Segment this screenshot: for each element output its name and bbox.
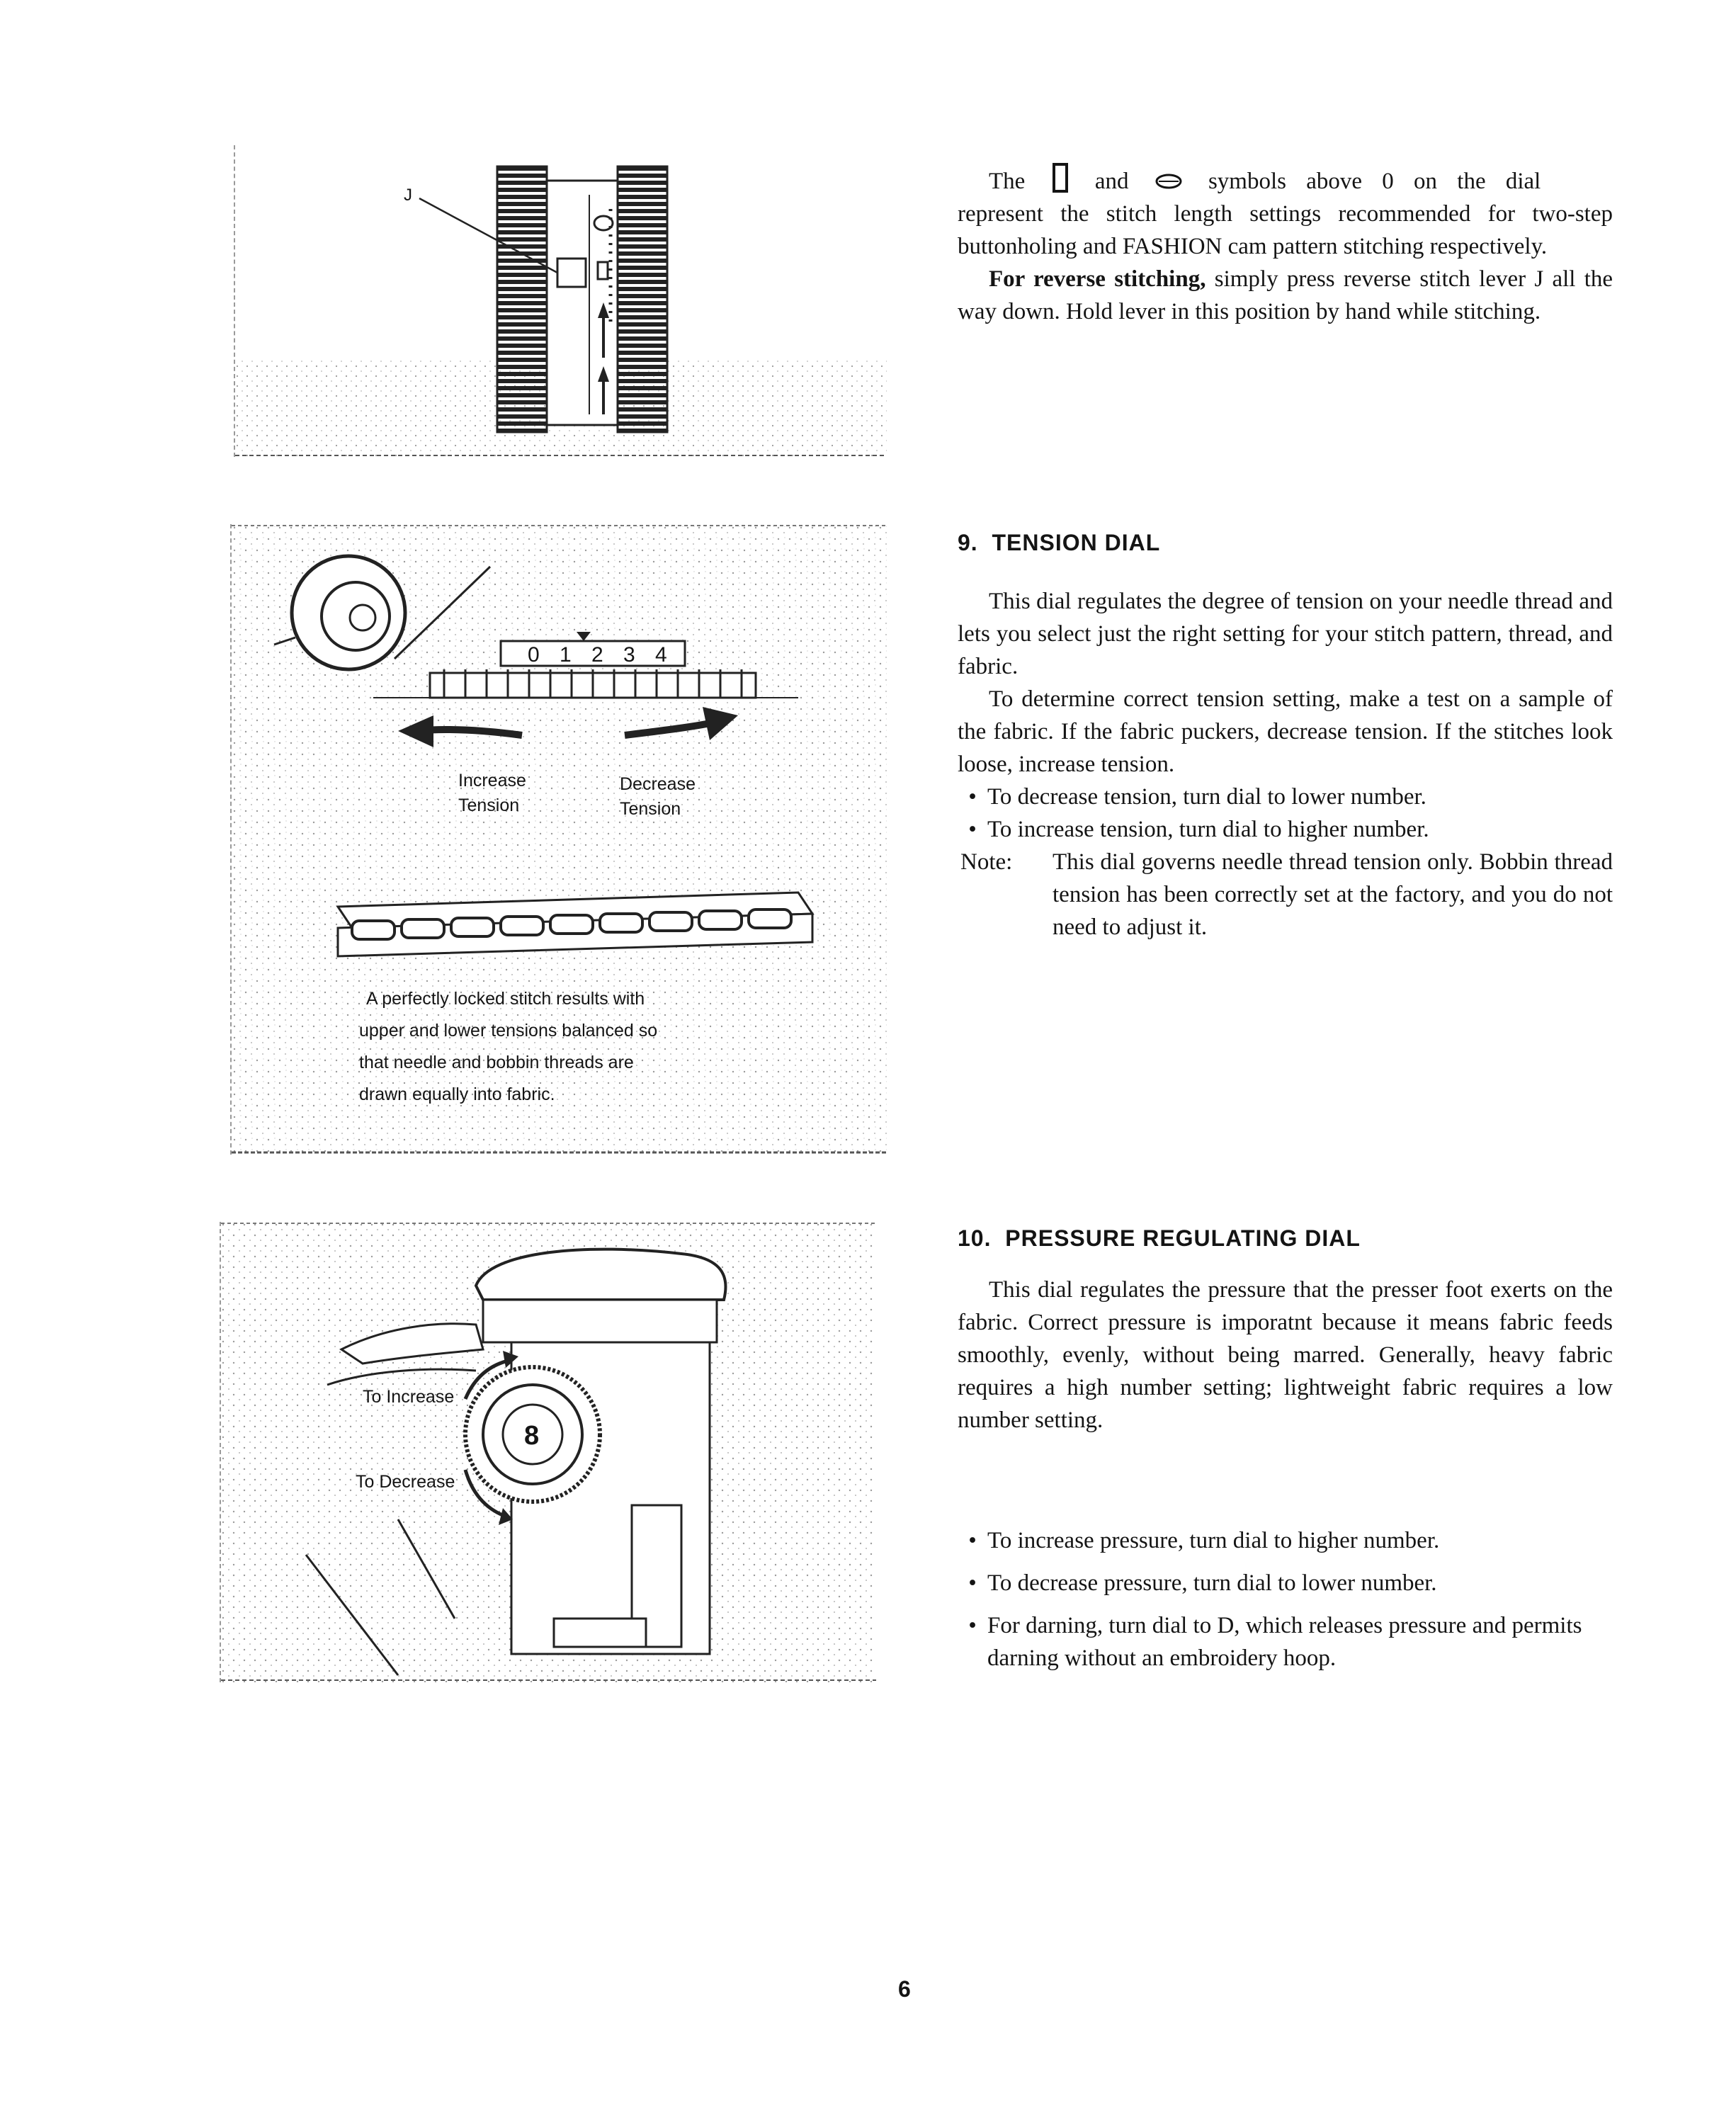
- text-symbols-rest: symbols above 0 on the dial: [1208, 169, 1541, 194]
- pressure-bullets: [958, 1519, 1613, 1674]
- buttonhole-symbol-icon: [1053, 163, 1068, 193]
- note-label: Note:: [960, 849, 1013, 875]
- to-increase-label: To Increase: [363, 1387, 455, 1407]
- note-text: This dial governs needle thread tension only. Bobbin thread tension has been correctly set at the factory, and you do not need to adjust it.: [1053, 849, 1613, 940]
- bullet-icon: •: [968, 784, 977, 810]
- bullet-icon: •: [968, 1528, 977, 1553]
- list-item: [958, 813, 1613, 846]
- fashion-cam-symbol-icon: [1155, 173, 1183, 190]
- dial-number: 3: [623, 643, 635, 667]
- to-decrease-label: To Decrease: [356, 1472, 455, 1492]
- reverse-stitching-bold: For reverse stitching,: [989, 266, 1206, 292]
- figure-tension-dial: [230, 524, 887, 1155]
- text-and: and: [1094, 169, 1129, 194]
- increase-tension-label-line2: Tension: [458, 795, 520, 815]
- pressure-bullet-2: To decrease pressure, turn dial to lower number.: [987, 1570, 1437, 1596]
- stitch-length-description: represent the stitch length settings recommended for two-step buttonholing and FASHION cam pattern stitching respectively.: [958, 201, 1613, 259]
- bullet-icon: •: [968, 1570, 977, 1596]
- pressure-dial-mark: 8: [524, 1421, 540, 1451]
- pressure-paragraph-1: This dial regulates the pressure that the presser foot exerts on the fabric. Correct pressure is imporatnt because it means fabric feeds smoothly, evenly, without being marred. Generally, heavy fabric requires a high number setting; lightweight fabric requires a low number setting.: [958, 1277, 1613, 1433]
- pressure-bullet-3: For darning, turn dial to D, which releases pressure and permits darning without an embroidery hoop.: [987, 1613, 1582, 1671]
- dial-number: 0: [528, 643, 540, 667]
- label-j: J: [404, 186, 412, 205]
- reverse-stitching-paragraph: [958, 263, 1613, 328]
- tension-dial-text: [958, 585, 1613, 944]
- tension-dial-heading: 9. TENSION DIAL: [958, 530, 1161, 555]
- tension-bullet-1: To decrease tension, turn dial to lower number.: [987, 784, 1426, 810]
- pressure-bullet-1: To increase pressure, turn dial to higher number.: [987, 1528, 1440, 1553]
- bullet-icon: •: [968, 817, 977, 842]
- dial-number: 1: [560, 643, 572, 667]
- list-item: [958, 1519, 1613, 1562]
- page-number: 6: [898, 1976, 911, 2002]
- tension-paragraph-2: To determine correct tension setting, make a test on a sample of the fabric. If the fabric puckers, decrease tension. If the stitches look loose, increase tension.: [958, 686, 1613, 777]
- dial-number: 4: [655, 643, 667, 667]
- list-item: [958, 1609, 1613, 1674]
- pressure-dial-text: [958, 1274, 1613, 1436]
- tension-paragraph-1: This dial regulates the degree of tension on your needle thread and lets you select just the right setting for your stitch pattern, thread, and fabric.: [958, 589, 1613, 679]
- caption-line: A perfectly locked stitch results with: [366, 989, 645, 1009]
- figure-pressure-dial: [220, 1222, 876, 1682]
- figure-reverse-lever: [234, 145, 887, 457]
- decrease-tension-label-line1: Decrease: [620, 774, 696, 794]
- stitch-length-text: [958, 163, 1613, 328]
- caption-line: that needle and bobbin threads are: [359, 1053, 634, 1072]
- increase-tension-label-line1: Increase: [458, 771, 526, 790]
- list-item: [958, 781, 1613, 813]
- bullet-icon: •: [968, 1613, 977, 1638]
- dial-number: 2: [591, 643, 603, 667]
- decrease-tension-label-line2: Tension: [620, 799, 681, 819]
- tension-bullet-2: To increase tension, turn dial to higher number.: [987, 817, 1429, 842]
- caption-line: upper and lower tensions balanced so: [359, 1021, 658, 1041]
- caption-line: drawn equally into fabric.: [359, 1084, 555, 1104]
- pressure-dial-heading: 10. PRESSURE REGULATING DIAL: [958, 1225, 1361, 1251]
- reverse-stitching-text: simply press reverse stitch lever J all the way down. Hold lever in this position by hand while stitching.: [958, 266, 1613, 324]
- symbols-paragraph: [958, 163, 1613, 198]
- text-the: The: [989, 169, 1026, 194]
- tension-note: [958, 846, 1613, 944]
- list-item: [958, 1562, 1613, 1604]
